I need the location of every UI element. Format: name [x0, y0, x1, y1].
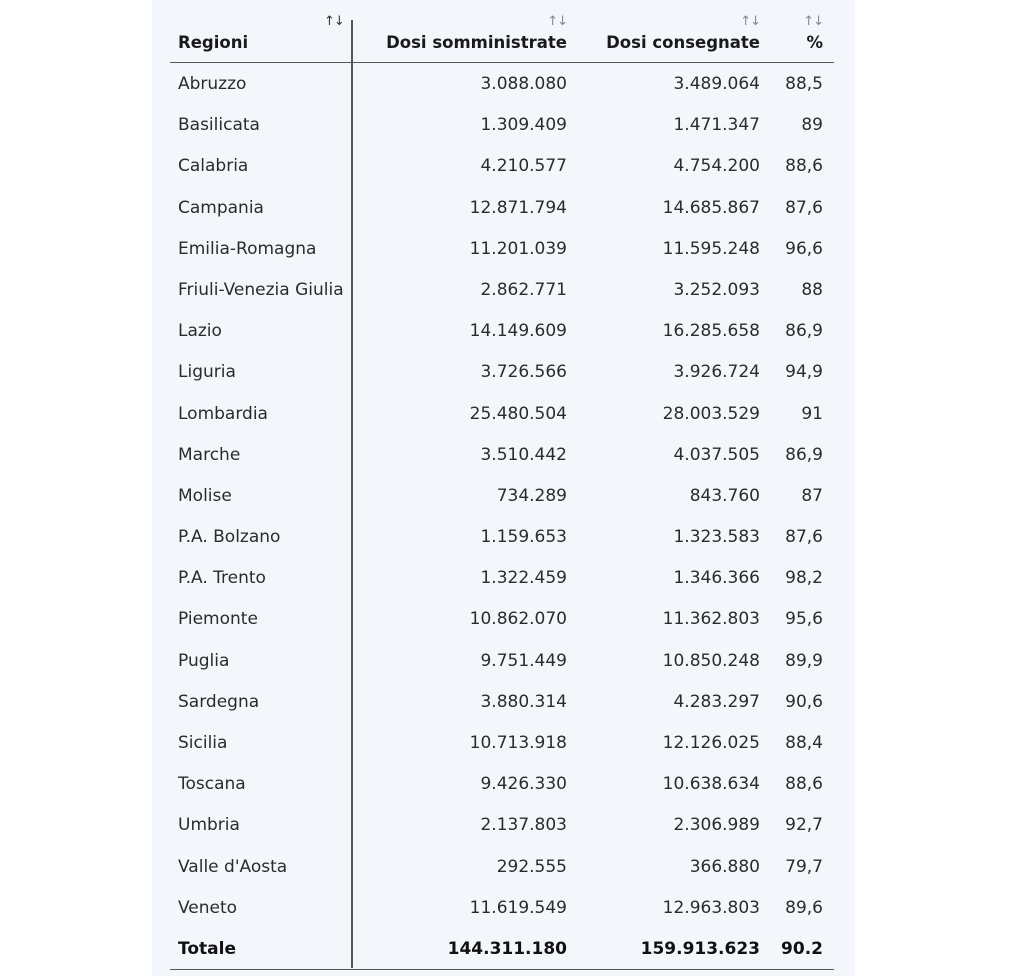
table-row — [170, 763, 834, 804]
cell-administered: 11.201.039 — [469, 238, 567, 259]
cell-delivered: 4.283.297 — [673, 691, 760, 712]
table-row — [170, 63, 834, 104]
cell-percent: 95,6 — [785, 609, 823, 630]
cell-administered: 9.751.449 — [480, 650, 567, 671]
cell-percent: 88 — [801, 279, 823, 300]
cell-delivered: 2.306.989 — [673, 815, 760, 836]
total-percent: 90.2 — [781, 938, 823, 959]
table-row — [170, 187, 834, 228]
sort-delivered-icon[interactable]: ↑↓ — [740, 14, 760, 29]
cell-delivered: 366.880 — [689, 856, 760, 877]
cell-percent: 86,9 — [785, 321, 823, 342]
table-row — [170, 640, 834, 681]
cell-administered: 2.137.803 — [480, 815, 567, 836]
cell-percent: 89,6 — [785, 897, 823, 918]
cell-administered: 1.309.409 — [480, 115, 567, 136]
header-delivered[interactable]: Dosi consegnate — [606, 33, 760, 52]
table-row — [170, 475, 834, 516]
table-row — [170, 516, 834, 557]
cell-region: Friuli-Venezia Giulia — [178, 279, 344, 300]
total-row — [170, 928, 834, 970]
cell-administered: 1.322.459 — [480, 568, 567, 589]
table-row — [170, 846, 834, 887]
cell-delivered: 3.926.724 — [673, 362, 760, 383]
cell-percent: 91 — [801, 403, 823, 424]
cell-percent: 89,9 — [785, 650, 823, 671]
cell-delivered: 4.037.505 — [673, 444, 760, 465]
cell-delivered: 11.595.248 — [662, 238, 760, 259]
sort-administered-icon[interactable]: ↑↓ — [547, 14, 567, 29]
cell-percent: 98,2 — [785, 568, 823, 589]
cell-percent: 86,9 — [785, 444, 823, 465]
sort-region-icon[interactable]: ↑↓ — [324, 14, 344, 29]
cell-percent: 87 — [801, 485, 823, 506]
total-administered: 144.311.180 — [447, 938, 567, 959]
cell-percent: 87,6 — [785, 527, 823, 548]
cell-delivered: 10.850.248 — [662, 650, 760, 671]
cell-region: Toscana — [178, 774, 246, 795]
header-region[interactable]: Regioni — [178, 33, 249, 52]
cell-administered: 4.210.577 — [480, 156, 567, 177]
cell-percent: 96,6 — [785, 238, 823, 259]
cell-region: Abruzzo — [178, 74, 247, 94]
column-divider — [351, 20, 353, 968]
cell-region: Basilicata — [178, 115, 260, 136]
cell-delivered: 1.323.583 — [673, 527, 760, 548]
cell-delivered: 11.362.803 — [662, 609, 760, 630]
cell-delivered: 843.760 — [689, 485, 760, 506]
sort-percent-icon[interactable]: ↑↓ — [803, 14, 823, 29]
table-row — [170, 681, 834, 722]
cell-administered: 25.480.504 — [469, 403, 567, 424]
cell-administered: 10.862.070 — [469, 609, 567, 630]
table-row — [170, 104, 834, 145]
cell-region: Sicilia — [178, 733, 228, 753]
cell-region: Umbria — [178, 815, 240, 836]
cell-administered: 3.726.566 — [480, 362, 567, 383]
cell-administered: 12.871.794 — [469, 197, 567, 218]
total-delivered: 159.913.623 — [640, 938, 760, 959]
cell-delivered: 3.252.093 — [673, 279, 760, 300]
cell-administered: 292.555 — [496, 856, 567, 877]
cell-percent: 94,9 — [785, 362, 823, 383]
cell-delivered: 4.754.200 — [673, 156, 760, 177]
cell-region: Marche — [178, 444, 241, 465]
table-row — [170, 269, 834, 310]
cell-percent: 88,4 — [785, 733, 823, 753]
table-row — [170, 310, 834, 351]
cell-administered: 14.149.609 — [469, 321, 567, 342]
table-row — [170, 434, 834, 475]
cell-administered: 1.159.653 — [480, 527, 567, 548]
cell-region: Molise — [178, 485, 232, 506]
cell-region: Campania — [178, 197, 264, 218]
cell-administered: 2.862.771 — [480, 279, 567, 300]
table-row — [170, 722, 834, 763]
cell-administered: 734.289 — [496, 485, 567, 506]
table-row — [170, 351, 834, 392]
cell-administered: 3.510.442 — [480, 444, 567, 465]
cell-region: Puglia — [178, 650, 230, 671]
table-row — [170, 228, 834, 269]
cell-region: Emilia-Romagna — [178, 238, 317, 259]
cell-delivered: 16.285.658 — [662, 321, 760, 342]
cell-region: Piemonte — [178, 609, 258, 630]
cell-region: Lombardia — [178, 403, 268, 424]
cell-delivered: 28.003.529 — [662, 403, 760, 424]
cell-administered: 10.713.918 — [469, 733, 567, 753]
cell-percent: 88,6 — [785, 156, 823, 177]
cell-percent: 89 — [801, 115, 823, 136]
cell-delivered: 1.471.347 — [673, 115, 760, 136]
cell-percent: 88,5 — [785, 74, 823, 94]
vaccine-doses-table — [170, 0, 834, 970]
table-row — [170, 804, 834, 845]
cell-delivered: 14.685.867 — [662, 197, 760, 218]
total-label: Totale — [178, 938, 236, 959]
cell-region: P.A. Bolzano — [178, 527, 281, 548]
cell-region: Calabria — [178, 156, 249, 177]
cell-delivered: 3.489.064 — [673, 74, 760, 94]
cell-region: Sardegna — [178, 691, 260, 712]
cell-administered: 9.426.330 — [480, 774, 567, 795]
cell-region: P.A. Trento — [178, 568, 266, 589]
cell-delivered: 1.346.366 — [673, 568, 760, 589]
cell-percent: 90,6 — [785, 691, 823, 712]
cell-delivered: 10.638.634 — [662, 774, 760, 795]
table-header-row — [170, 0, 834, 63]
table-row — [170, 145, 834, 186]
cell-percent: 79,7 — [785, 856, 823, 877]
table-row — [170, 557, 834, 598]
cell-region: Liguria — [178, 362, 236, 383]
cell-delivered: 12.126.025 — [662, 733, 760, 753]
header-administered[interactable]: Dosi somministrate — [386, 33, 567, 52]
table-row — [170, 393, 834, 434]
cell-region: Veneto — [178, 897, 238, 918]
cell-administered: 3.880.314 — [480, 691, 567, 712]
cell-percent: 88,6 — [785, 774, 823, 795]
cell-region: Lazio — [178, 321, 222, 342]
cell-delivered: 12.963.803 — [662, 897, 760, 918]
header-percent[interactable]: % — [806, 33, 823, 52]
table-row — [170, 887, 834, 928]
cell-region: Valle d'Aosta — [178, 856, 288, 877]
cell-percent: 92,7 — [785, 815, 823, 836]
cell-administered: 3.088.080 — [480, 74, 567, 94]
table-row — [170, 598, 834, 639]
cell-percent: 87,6 — [785, 197, 823, 218]
cell-administered: 11.619.549 — [469, 897, 567, 918]
